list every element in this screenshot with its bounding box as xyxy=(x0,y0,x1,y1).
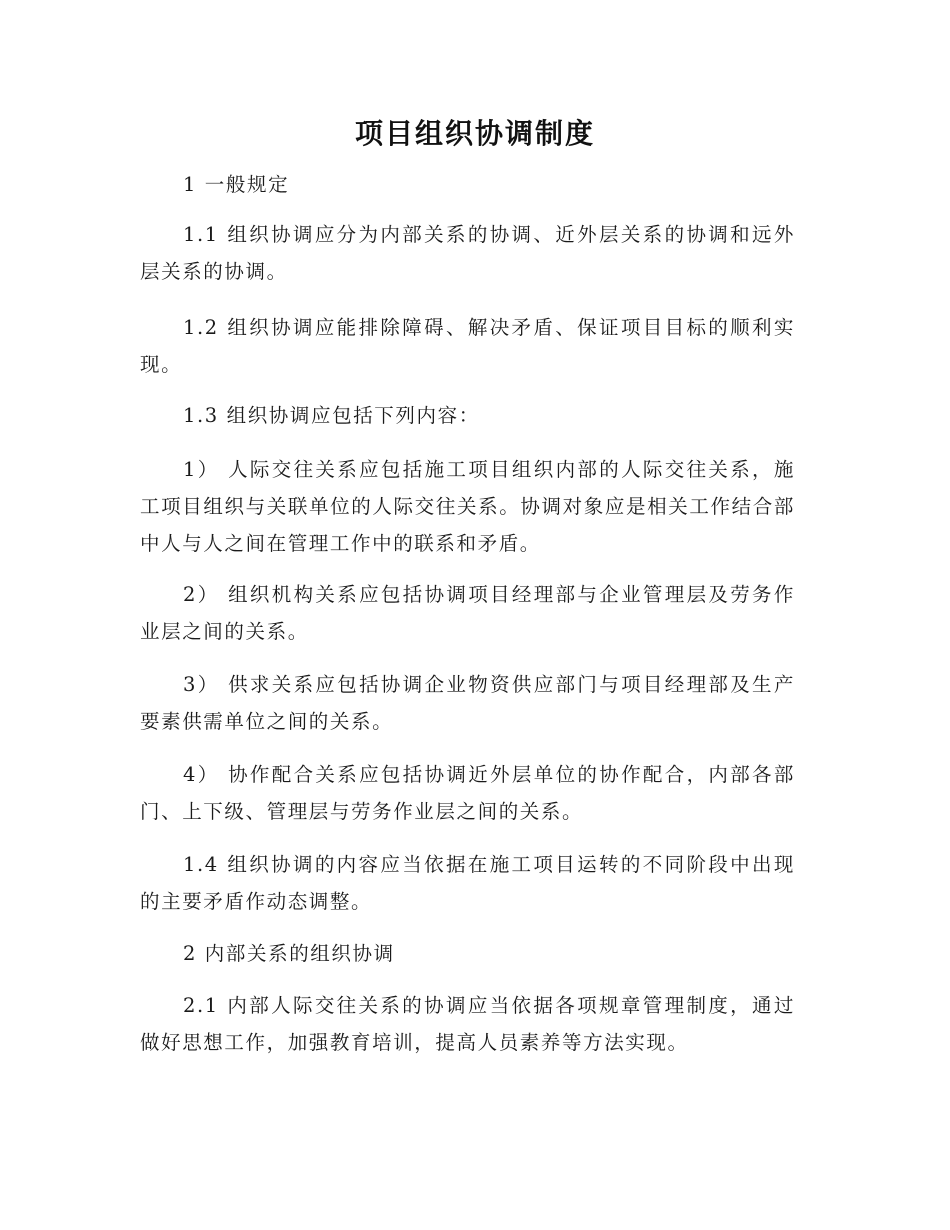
clause-1-1: 1.1 组织协调应分为内部关系的协调、近外层关系的协调和远外层关系的协调。 xyxy=(140,223,795,283)
list-item-4: 4） 协作配合关系应包括协调近外层单位的协作配合，内部各部门、上下级、管理层与劳务作业层之间的关系。 xyxy=(140,763,795,823)
list-item-3: 3） 供求关系应包括协调企业物资供应部门与项目经理部及生产要素供需单位之间的关系。 xyxy=(140,673,795,733)
clause-1-2: 1.2 组织协调应能排除障碍、解决矛盾、保证项目目标的顺利实现。 xyxy=(140,316,795,376)
clause-1-3: 1.3 组织协调应包括下列内容： xyxy=(183,404,480,427)
clause-2-1: 2.1 内部人际交往关系的协调应当依据各项规章管理制度，通过做好思想工作，加强教育培训，提高人员素养等方法实现。 xyxy=(140,994,795,1054)
section-heading-general: 1 一般规定 xyxy=(183,173,290,196)
section-heading-internal: 2 内部关系的组织协调 xyxy=(183,942,395,965)
document-title: 项目组织协调制度 xyxy=(354,117,595,150)
list-item-1: 1） 人际交往关系应包括施工项目组织内部的人际交往关系，施工项目组织与关联单位的人际交往关系。协调对象应是相关工作结合部中人与人之间在管理工作中的联系和矛盾。 xyxy=(140,458,795,555)
clause-1-4: 1.4 组织协调的内容应当依据在施工项目运转的不同阶段中出现的主要矛盾作动态调整。 xyxy=(140,853,795,913)
list-item-2: 2） 组织机构关系应包括协调项目经理部与企业管理层及劳务作业层之间的关系。 xyxy=(140,583,795,643)
